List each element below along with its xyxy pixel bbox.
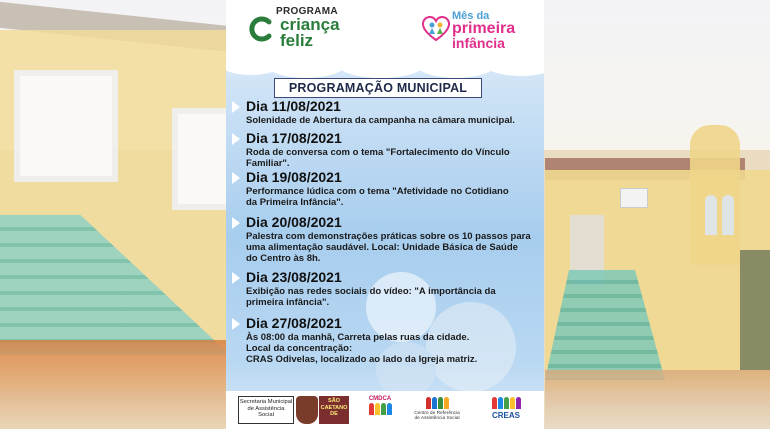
bullet-arrow-icon [232,101,240,113]
event-description [246,286,538,308]
municipio-line: DE [330,411,338,417]
event-date: Dia 23/08/2021 [246,269,342,285]
secretaria-line: Secretaria Municipal [239,399,293,405]
crianca-feliz-logo [248,6,348,52]
right-ground [545,370,770,429]
bullet-arrow-icon [232,272,240,284]
creas-logo [474,396,538,424]
event-date: Dia 20/08/2021 [246,214,342,230]
left-building-window [172,108,234,210]
logo-word-crianca: criança [280,15,340,34]
poster [226,0,544,429]
family-icon [474,397,538,411]
municipio-line: CAETANO [320,404,348,411]
tower-window [705,195,717,235]
event-description-line: Local da concentração: [246,343,353,354]
left-building-window [14,70,118,182]
event-description [246,231,538,264]
event-description-line: Performance lúdica com o tema "Afetividade no Cotidiano [246,186,509,197]
bullet-arrow-icon [232,318,240,330]
crianca-feliz-c-icon [248,16,274,42]
event-description [246,147,538,169]
cras-line: de Assistência Social [414,416,460,421]
event-description-line: Às 08:00 da manhã, Carreta pelas ruas da cidade. [246,332,470,343]
cmdca-label: CMDCA [368,396,392,402]
bullet-arrow-icon [232,133,240,145]
air-conditioner [620,188,648,208]
event-description [246,115,538,126]
event-description-line: Exibição nas redes sociais do vídeo: "A importância da [246,286,496,297]
cloud [266,50,346,78]
bullet-arrow-icon [232,172,240,184]
logo-word-feliz: feliz [280,31,314,50]
cloud [336,48,426,78]
event-date: Dia 17/08/2021 [246,130,342,146]
event-description-line: Roda de conversa com o tema "Fortalecimento do Vínculo [246,147,510,158]
secretaria-logo [238,396,294,424]
bullet-arrow-icon [232,217,240,229]
tower-window [722,195,734,235]
logo-program-label: PROGRAMA [276,6,338,17]
event-description-line: Solenidade de Abertura da campanha na câmara municipal. [246,115,515,126]
family-icon [408,397,466,411]
sponsor-footer [226,391,544,429]
logo-primeira: primeira [452,20,516,37]
people-icon [362,403,398,417]
event-date: Dia 19/08/2021 [246,169,342,185]
tree [740,250,770,370]
event-description [246,186,538,208]
secretaria-line: de Assistência Social [247,405,285,418]
event-description-line: CRAS Odivelas, localizado ao lado da Igreja matriz. [246,354,478,365]
cras-logo [408,396,466,424]
page-title: PROGRAMAÇÃO MUNICIPAL [274,78,482,98]
logo-mes-da: Mês da [452,10,490,22]
logo-infancia: infância [452,35,505,51]
mes-primeira-infancia-logo [422,10,532,54]
creas-label: CREAS [491,411,520,420]
event-description [246,332,538,365]
left-ground [0,340,240,429]
event-description-line: da Primeira Infância". [246,197,344,208]
event-description-line: Familiar". [246,158,290,169]
event-date: Dia 27/08/2021 [246,315,342,331]
cras-line: Centro de Referência [414,411,460,416]
cmdca-logo [362,396,398,424]
right-building-tower [690,125,740,265]
event-description-line: do Centro às 8h. [246,253,321,264]
event-description-line: Palestra com demonstrações práticas sobre os 10 passos para [246,231,531,242]
event-description-line: primeira infância". [246,297,330,308]
municipio-line: SÃO [328,398,340,404]
municipal-crest-icon [296,396,318,424]
event-date: Dia 11/08/2021 [246,98,341,114]
event-description-line: uma alimentação saudável. Local: Unidade Básica de Saúde [246,242,518,253]
heart-family-icon [422,16,450,42]
municipio-logo [319,396,349,424]
